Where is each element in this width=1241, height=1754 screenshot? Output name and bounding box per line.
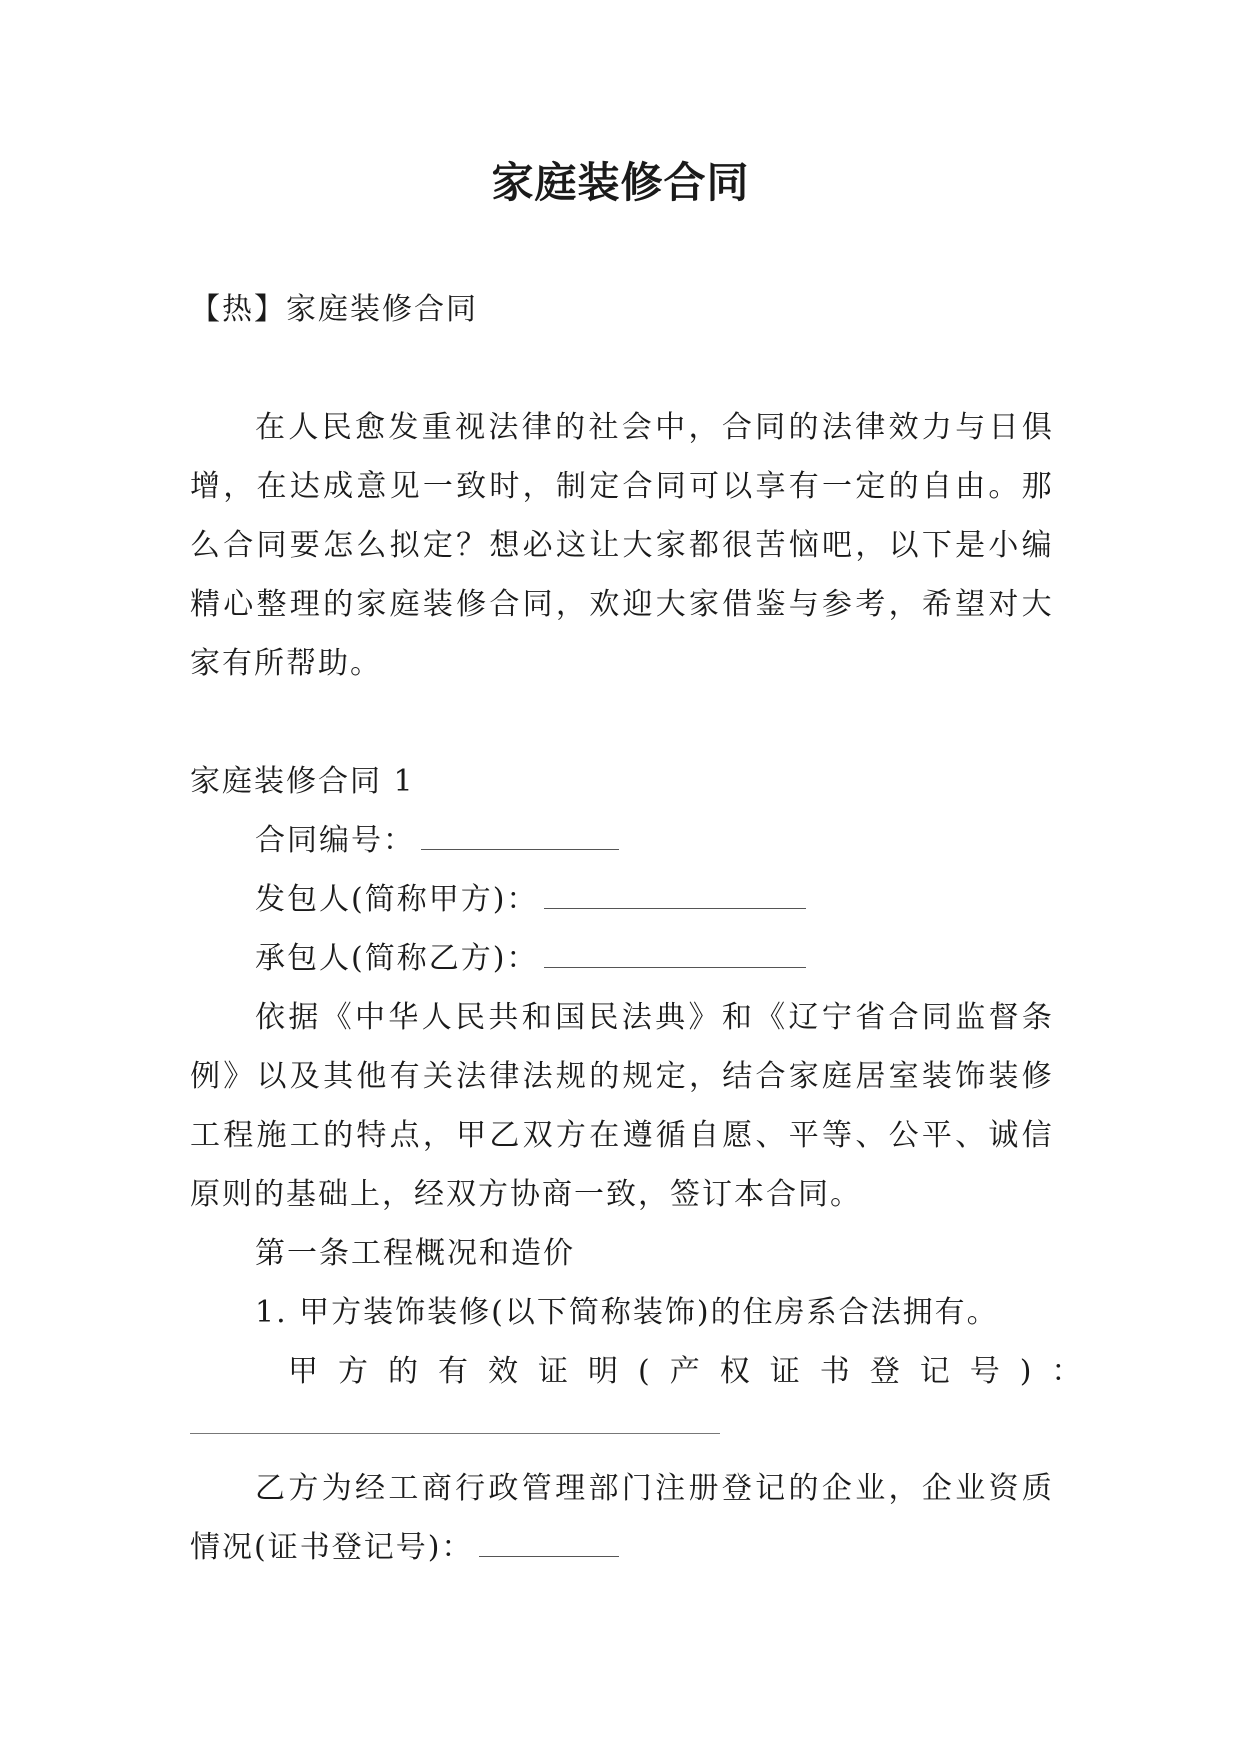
party-b-qualification-line-2	[190, 1528, 619, 1568]
basis-line-3	[190, 1116, 1052, 1156]
contract-number-blank	[421, 821, 619, 850]
section-heading: 家庭装修合同 1	[190, 764, 415, 799]
intro-line-2	[190, 467, 1052, 507]
intro-line-5: 家有所帮助。	[190, 646, 382, 681]
article-1-heading: 第一条工程概况和造价	[255, 1236, 575, 1271]
ownership-proof-blank	[190, 1433, 720, 1434]
party-b-label: 承包人(简称乙方)：	[255, 941, 539, 976]
document-subtitle: 【热】家庭装修合同	[190, 292, 478, 327]
intro-line-2-text: 增 ， 在 达 成 意 见 一 致 时 ， 制 定 合 同 可 以 享 有 一 定 的 自 由 。 那	[190, 469, 1052, 504]
party-a-label: 发包人(简称甲方)：	[255, 882, 539, 917]
party-b-qualification-blank	[479, 1528, 619, 1557]
basis-line-1-text: 依 据 《 中 华 人 民 共 和 国 民 法 典 》 和 《 辽 宁 省 合 同 监 督 条	[255, 1000, 1052, 1035]
ownership-proof-label: 甲方的有效证明(产权证书登记号)：	[288, 1354, 1102, 1389]
party-b-blank	[544, 939, 806, 968]
intro-line-3	[190, 526, 1052, 566]
basis-line-2-text: 例 》 以 及 其 他 有 关 法 律 法 规 的 规 定 ， 结 合 家 庭 居 室 装 饰 装 修	[190, 1059, 1052, 1094]
intro-line-4	[190, 585, 1052, 625]
party-b-qualification-line-1	[255, 1469, 1052, 1509]
basis-line-1	[255, 998, 1052, 1038]
intro-line-3-text: 么 合 同 要 怎 么 拟 定 ？ 想 必 这 让 大 家 都 很 苦 恼 吧 ， 以 下 是 小 编	[190, 528, 1052, 563]
article-1-item-1: 1. 甲方装饰装修(以下简称装饰)的住房系合法拥有。	[255, 1295, 999, 1330]
contract-number-field	[255, 821, 619, 861]
basis-line-3-text: 工 程 施 工 的 特 点 ， 甲 乙 双 方 在 遵 循 自 愿 、 平 等 、 公 平 、 诚 信	[190, 1118, 1052, 1153]
party-b-qualification-line-1-text: 乙 方 为 经 工 商 行 政 管 理 部 门 注 册 登 记 的 企 业 ， 企 业 资 质	[255, 1471, 1052, 1506]
contract-number-label: 合同编号：	[255, 823, 415, 858]
party-a-field	[255, 880, 806, 920]
basis-line-2	[190, 1057, 1052, 1097]
intro-line-1	[255, 408, 1052, 448]
intro-line-1-text: 在 人 民 愈 发 重 视 法 律 的 社 会 中 ， 合 同 的 法 律 效 力 与 日 俱	[255, 410, 1052, 445]
party-b-field	[255, 939, 806, 979]
basis-line-4: 原则的基础上，经双方协商一致，签订本合同。	[190, 1177, 862, 1212]
document-title: 家庭装修合同	[491, 158, 750, 207]
party-a-blank	[544, 880, 806, 909]
intro-line-4-text: 精 心 整 理 的 家 庭 装 修 合 同 ， 欢 迎 大 家 借 鉴 与 参 考 ， 希 望 对 大	[190, 587, 1052, 622]
party-b-qualification-label: 情况(证书登记号)：	[190, 1530, 474, 1565]
